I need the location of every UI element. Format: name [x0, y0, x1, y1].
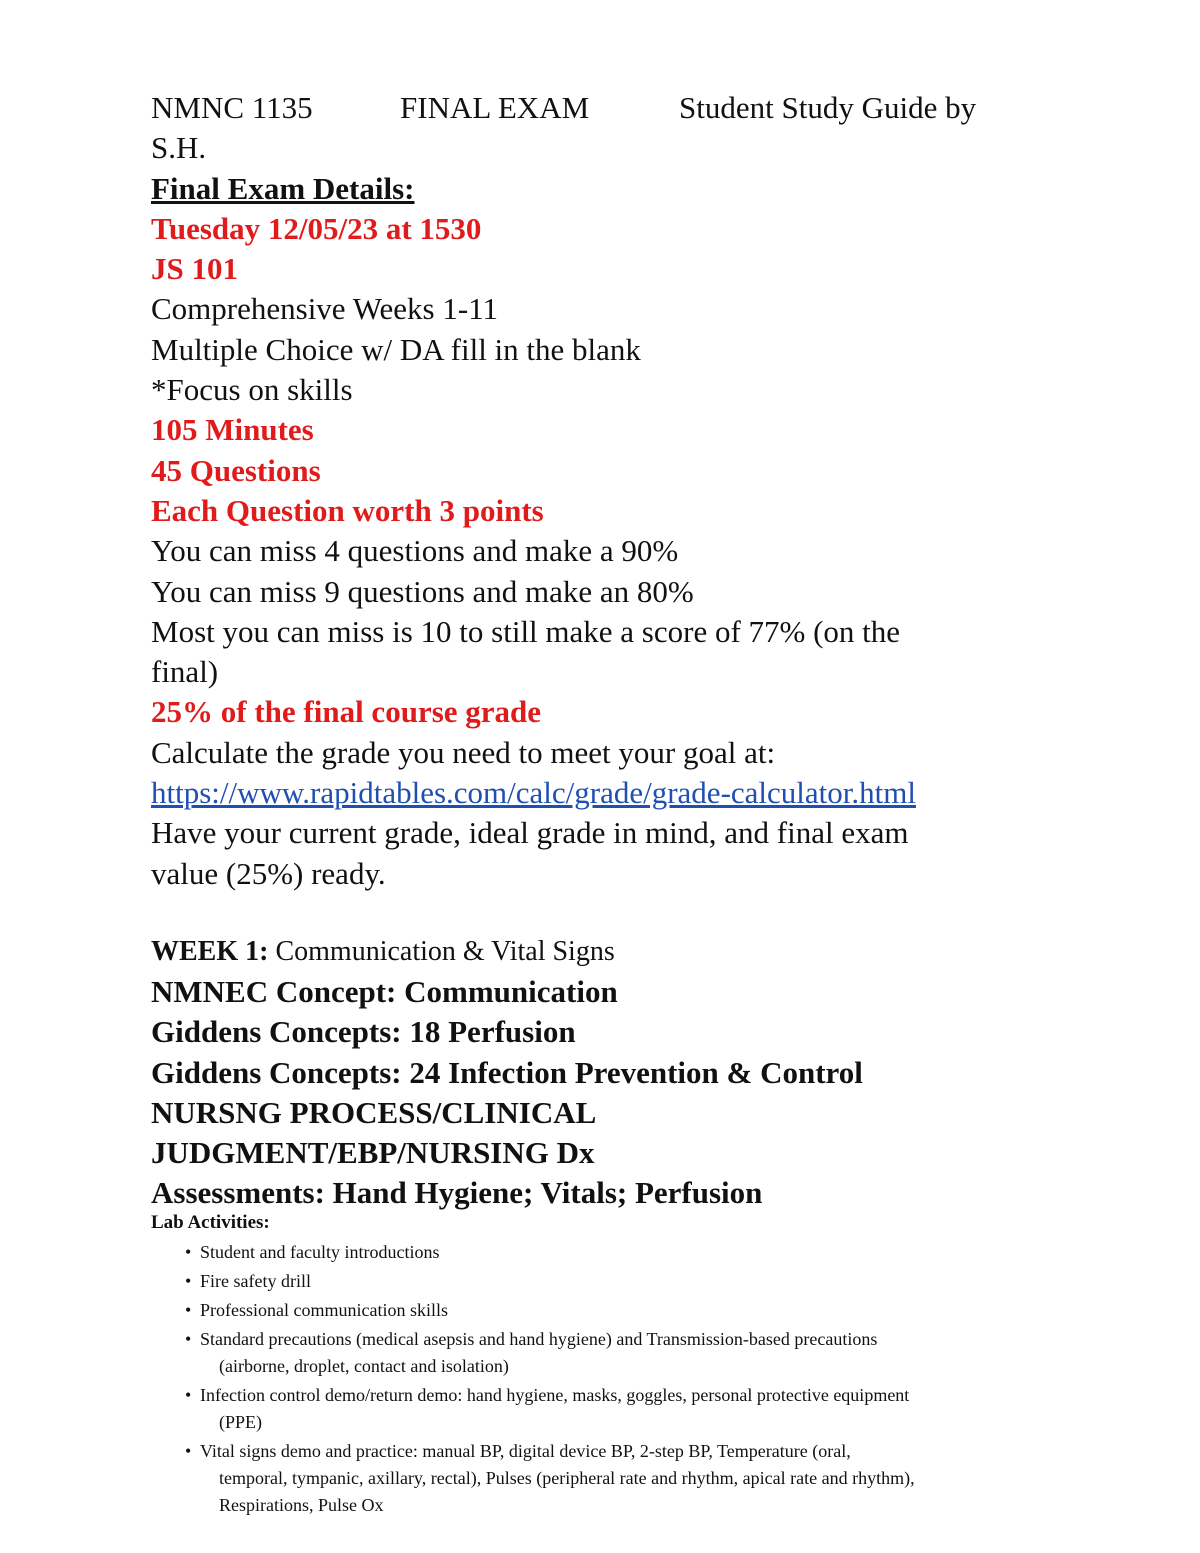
exam-date: Tuesday 12/05/23 at 1530 [151, 210, 482, 246]
course-code: NMNC 1135 [151, 90, 313, 125]
bullet-icon: • [185, 1328, 192, 1349]
miss-9-note: You can miss 9 questions and make an 80% [151, 573, 694, 609]
list-item [185, 1438, 1055, 1519]
bullet-icon: • [185, 1299, 192, 1320]
list-item [185, 1382, 1055, 1436]
exam-points: Each Question worth 3 points [151, 492, 544, 528]
list-item [185, 1239, 1055, 1266]
document-header [151, 88, 1051, 128]
bullet-icon: • [185, 1384, 192, 1405]
author: S.H. [151, 130, 207, 166]
week-1-heading [151, 932, 1051, 972]
exam-title: FINAL EXAM [400, 90, 590, 125]
nursing-process-heading: NURSNG PROCESS/CLINICAL [151, 1094, 597, 1130]
lab-item-text: Vital signs demo and practice: manual BP, digital device BP, 2-step BP, Temperature (oral, [200, 1440, 851, 1461]
miss-10-note-cont: final) [151, 654, 219, 690]
miss-4-note: You can miss 4 questions and make a 90% [151, 533, 679, 569]
bullet-icon: • [185, 1270, 192, 1291]
giddens-concept-perfusion: Giddens Concepts: 18 Perfusion [151, 1014, 576, 1050]
week-1-label: WEEK 1: [151, 935, 269, 967]
nursing-process-heading-cont: JUDGMENT/EBP/NURSING Dx [151, 1135, 595, 1171]
bullet-icon: • [185, 1440, 192, 1461]
lab-item-text: Fire safety drill [200, 1270, 311, 1291]
exam-focus: *Focus on skills [151, 372, 353, 408]
exam-format: Multiple Choice w/ DA fill in the blank [151, 331, 641, 367]
lab-item-text: Professional communication skills [200, 1299, 448, 1320]
nmnec-concept: NMNEC Concept: Communication [151, 973, 618, 1009]
exam-room: JS 101 [151, 251, 238, 287]
ready-note: Have your current grade, ideal grade in mind, and final exam [151, 815, 909, 851]
lab-activities-list [151, 1239, 1055, 1519]
exam-scope: Comprehensive Weeks 1-11 [151, 291, 499, 327]
lab-item-text: Student and faculty introductions [200, 1241, 440, 1262]
assessments-heading: Assessments: Hand Hygiene; Vitals; Perfusion [151, 1175, 763, 1211]
lab-item-text-cont: temporal, tympanic, axillary, rectal), Pulses (peripheral rate and rhythm, apical rate and rhythm), [219, 1467, 915, 1488]
lab-item-text-cont: (PPE) [219, 1411, 263, 1432]
list-item [185, 1326, 1055, 1380]
list-item [185, 1268, 1055, 1295]
giddens-concept-infection: Giddens Concepts: 24 Infection Prevention & Control [151, 1054, 863, 1090]
grade-calculator-link[interactable]: https://www.rapidtables.com/calc/grade/grade-calculator.html [151, 775, 916, 811]
ready-note-cont: value (25%) ready. [151, 855, 386, 891]
exam-minutes: 105 Minutes [151, 412, 314, 448]
lab-item-text-cont: Respirations, Pulse Ox [219, 1494, 384, 1515]
lab-item-text: Infection control demo/return demo: hand hygiene, masks, goggles, personal protective equipment [200, 1384, 910, 1405]
details-title: Final Exam Details: [151, 170, 415, 206]
miss-10-note: Most you can miss is 10 to still make a score of 77% (on the [151, 613, 901, 649]
document-page [151, 88, 1051, 1521]
lab-item-text: Standard precautions (medical asepsis and hand hygiene) and Transmission-based precautions [200, 1328, 878, 1349]
lab-item-text-cont: (airborne, droplet, contact and isolation) [219, 1355, 509, 1376]
bullet-icon: • [185, 1241, 192, 1262]
list-item [185, 1297, 1055, 1324]
calc-intro: Calculate the grade you need to meet your goal at: [151, 734, 776, 770]
week-1-topic: Communication & Vital Signs [268, 935, 615, 967]
guide-title: Student Study Guide by [679, 90, 977, 125]
grade-weight: 25% of the final course grade [151, 694, 542, 730]
lab-activities-title: Lab Activities: [151, 1211, 270, 1233]
exam-questions: 45 Questions [151, 452, 321, 488]
section-spacer [151, 894, 1051, 932]
